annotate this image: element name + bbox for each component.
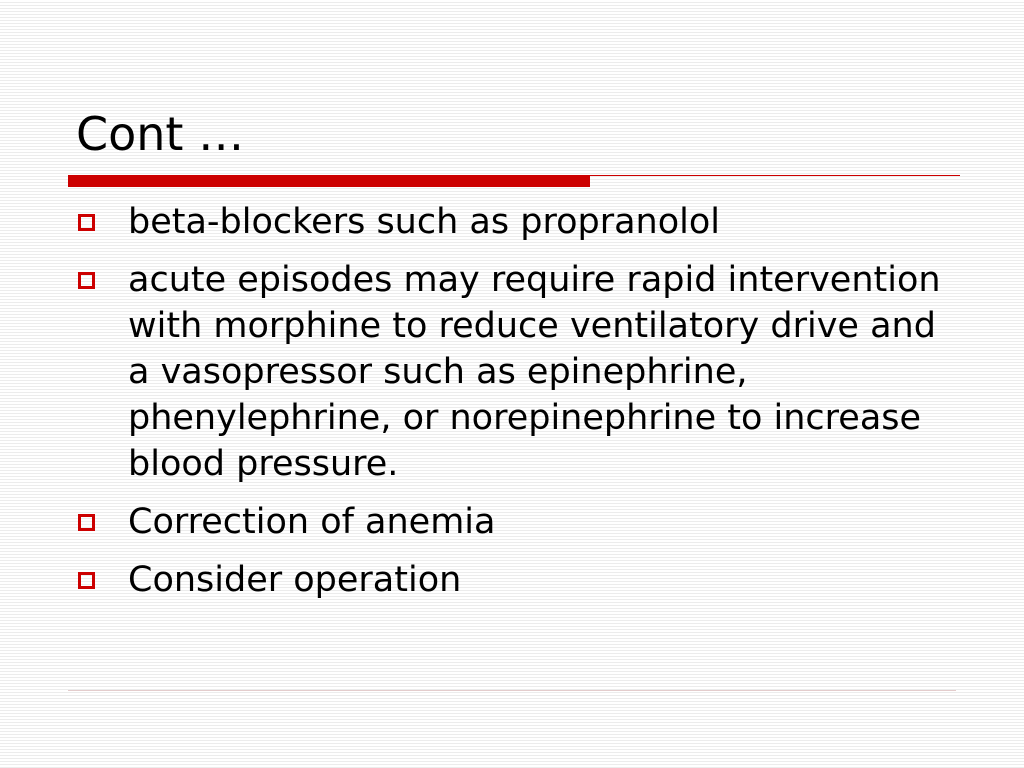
slide-title: Cont …	[76, 107, 245, 161]
bullet-text: acute episodes may require rapid intervention with morphine to reduce ventilatory drive and a vasopressor such as epinephrine, phenylephrine, or norepinephrine to increase blood pressure.	[128, 260, 941, 484]
bullet-text: Consider operation	[128, 560, 462, 600]
square-bullet-icon	[78, 572, 95, 589]
title-underline-thin	[590, 175, 960, 176]
bullet-item	[76, 199, 956, 245]
bullet-list	[76, 199, 956, 615]
bullet-item	[76, 499, 956, 545]
square-bullet-icon	[78, 514, 95, 531]
bullet-item	[76, 257, 956, 487]
square-bullet-icon	[78, 272, 95, 289]
footer-divider	[68, 690, 956, 691]
bullet-text: Correction of anemia	[128, 502, 496, 542]
bullet-text: beta-blockers such as propranolol	[128, 202, 720, 242]
square-bullet-icon	[78, 214, 95, 231]
bullet-item	[76, 557, 956, 603]
title-underline-thick	[68, 175, 590, 187]
